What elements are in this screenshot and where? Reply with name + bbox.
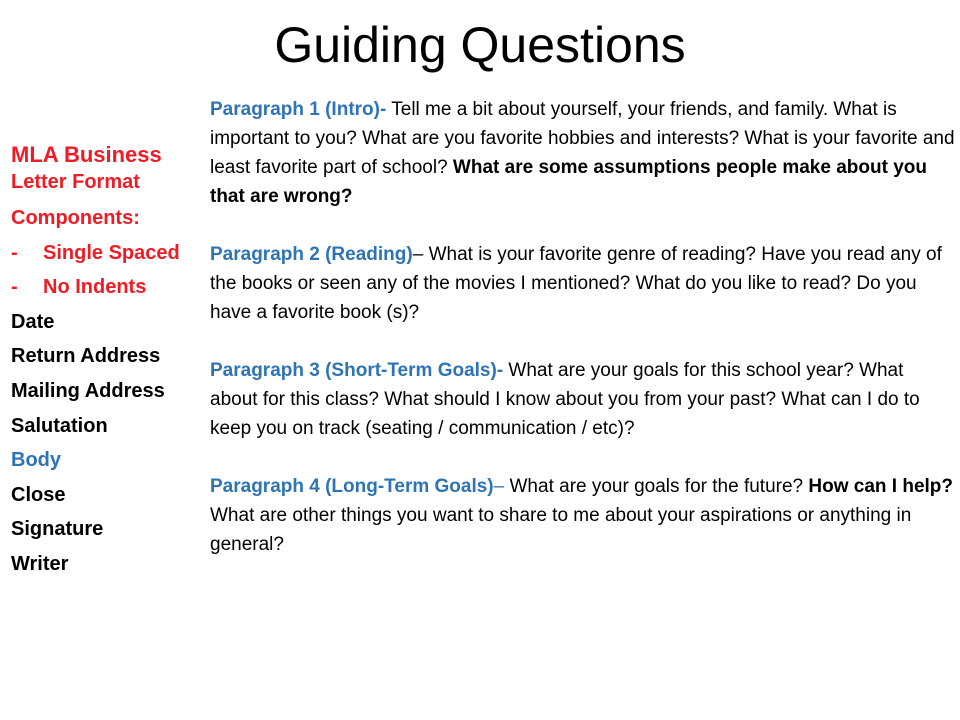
paragraph-4-heading: Paragraph 4 (Long-Term Goals) <box>210 476 494 497</box>
bullet-dash: - <box>11 276 18 299</box>
component-bullet <box>11 270 211 305</box>
paragraph-1-text: Tell me a bit about yourself, your friends, and family. What is important to you? What are you favorite hobbies and interests? What is your favorite and least favorite part of school? <box>210 99 955 178</box>
format-sidebar <box>11 141 211 582</box>
paragraph-4-bold-question: How can I help? <box>808 476 954 497</box>
paragraph-2-heading: Paragraph 2 (Reading) <box>210 244 413 265</box>
paragraph-4-dash: – <box>493 476 505 497</box>
format-item-mailing-address: Mailing Address <box>11 379 165 402</box>
paragraph-1-heading: Paragraph 1 (Intro)- <box>210 99 387 120</box>
paragraph-4-text-end: What are other things you want to share to me about your aspirations or anything in general? <box>210 505 912 555</box>
components-label: Components: <box>11 207 140 229</box>
paragraph-2-text: – What is your favorite genre of reading? Have you read any of the books or seen any of the movies I mentioned? What do you like to read? Do you have a favorite book (s)? <box>210 244 942 323</box>
mla-heading-line2: Letter Format <box>11 171 140 193</box>
format-item-writer: Writer <box>11 552 69 575</box>
mla-heading-line1: MLA Business <box>11 142 162 167</box>
format-item-close: Close <box>11 483 66 506</box>
bullet-text: Single Spaced <box>43 241 180 264</box>
component-bullet <box>11 236 211 271</box>
paragraph-1-bold-question: What are some assumptions people make about you that are wrong? <box>210 157 927 207</box>
slide-title: Guiding Questions <box>274 17 686 73</box>
guiding-questions-body <box>210 95 955 559</box>
format-item-signature: Signature <box>11 518 104 541</box>
paragraph-1-prompt <box>210 95 955 211</box>
paragraph-3-prompt <box>210 356 955 443</box>
format-item-salutation: Salutation <box>11 414 108 437</box>
paragraph-2-prompt <box>210 240 955 327</box>
paragraph-3-heading: Paragraph 3 (Short-Term Goals)- <box>210 360 504 381</box>
format-item-return-address: Return Address <box>11 345 161 368</box>
bullet-dash: - <box>11 241 18 264</box>
paragraph-3-text: What are your goals for this school year? What about for this class? What should I know about you from your past? What can I do to keep you on track (seating / communication / etc)? <box>210 360 920 439</box>
bullet-text: No Indents <box>43 276 147 299</box>
format-item-date: Date <box>11 310 55 333</box>
paragraph-4-prompt <box>210 472 955 559</box>
paragraph-4-text: What are your goals for the future? <box>504 476 809 497</box>
format-item-body: Body <box>11 449 61 472</box>
